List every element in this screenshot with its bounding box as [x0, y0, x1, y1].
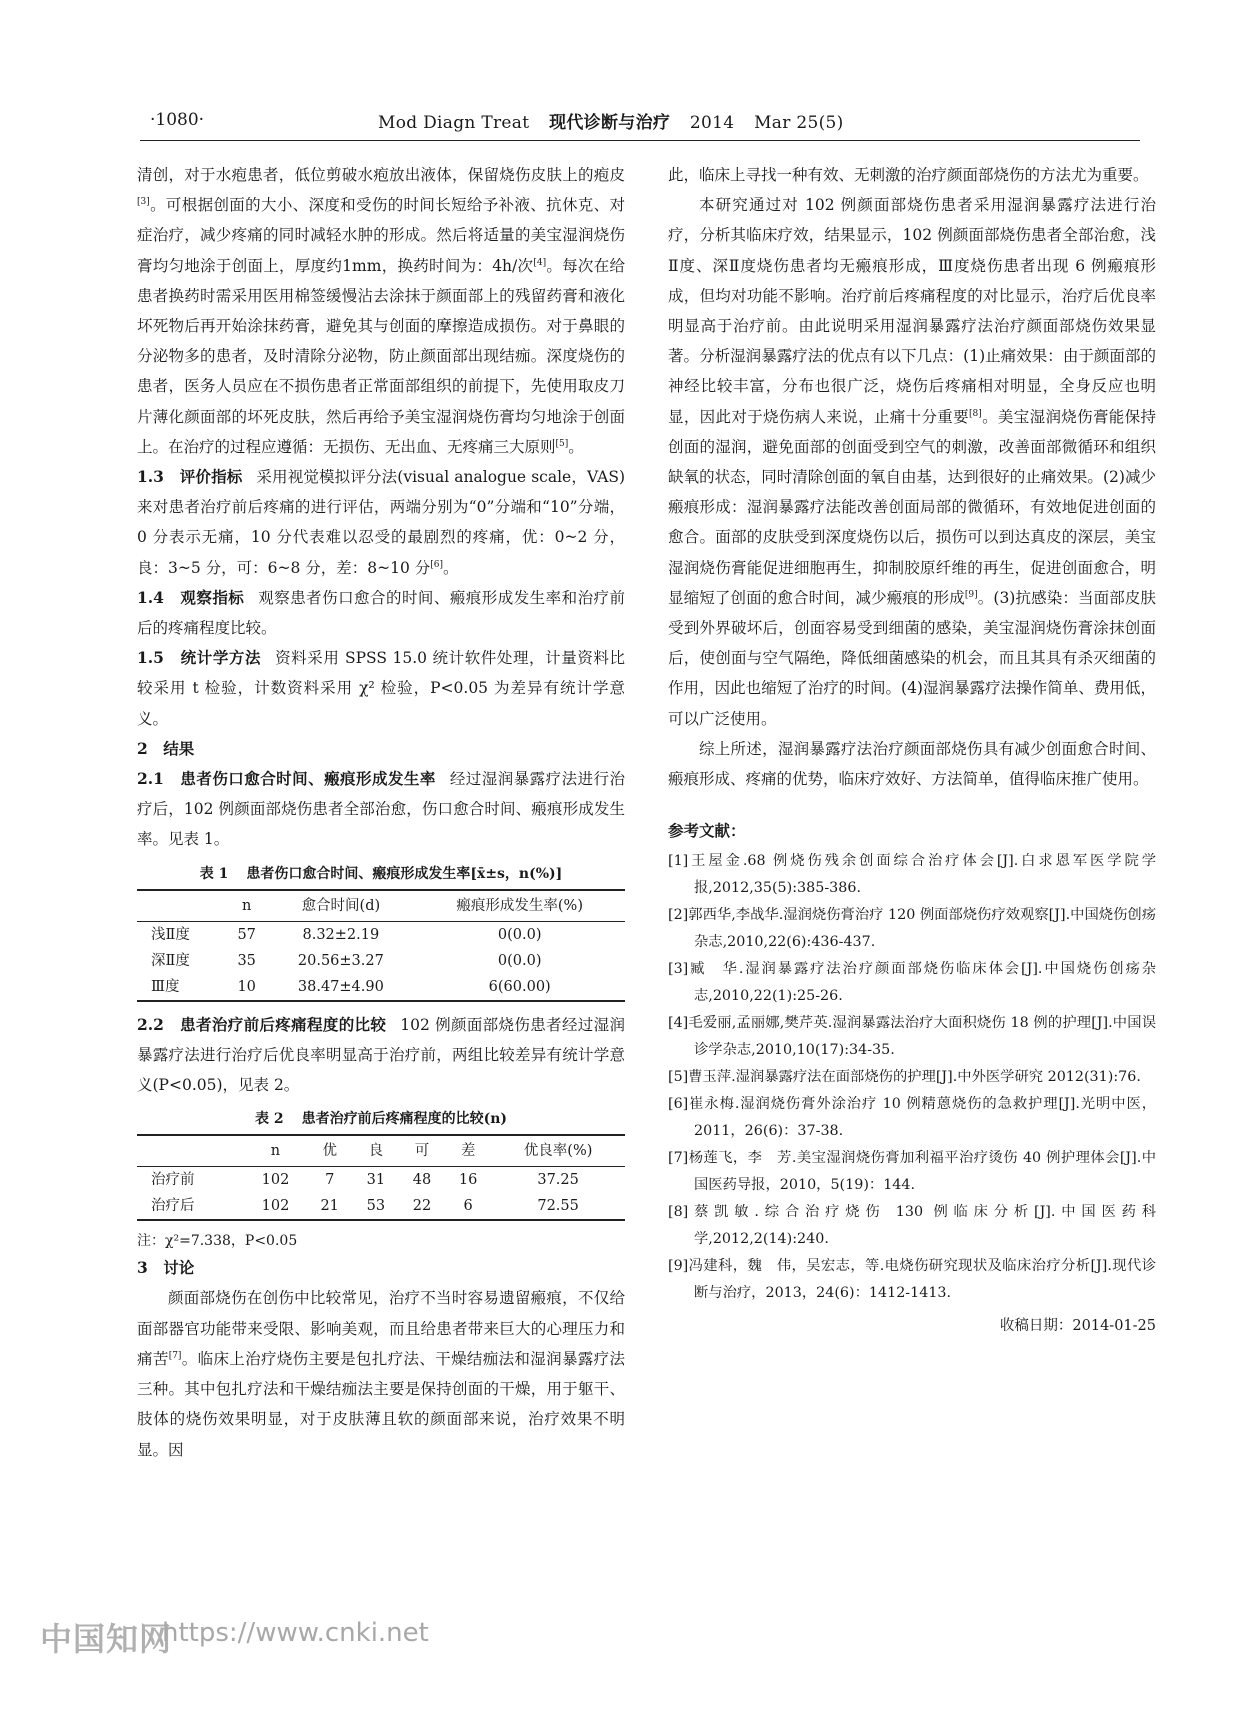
cnki-logo: 中国知网	[40, 1620, 173, 1658]
reference-item: [4]毛爱丽,孟丽娜,樊芹英.湿润暴露法治疗大面积烧伤 18 例的护理[J].中国误诊学杂志,2010,10(17):34-35.	[668, 1015, 1156, 1059]
reference-item: [8]蔡凯敏.综合治疗烧伤 130 例临床分析[J].中国医药科学,2012,2(14):240.	[668, 1204, 1156, 1248]
table-row: 治疗后 102 21 53 22 6 72.55	[137, 1193, 625, 1220]
table-row: 深Ⅱ度 35 20.56±3.27 0(0.0)	[151, 952, 542, 969]
table-row: Ⅲ度 10 38.47±4.90 6(60.00)	[137, 974, 625, 1001]
section-2-2: 2.2 患者治疗前后疼痛程度的比较 102 例颜面部烧伤患者经过湿润暴露疗法进行治疗后优良率明显高于治疗前，两组比较差异有统计学意义(P<0.05)，见表 2。	[137, 1014, 626, 1095]
reference-item: [5]曹玉萍.湿润暴露疗法在面部烧伤的护理[J].中外医学研究 2012(31):76.	[668, 1069, 1141, 1086]
references-list	[668, 848, 1156, 1307]
conclusion-paragraph: 综上所述，湿润暴露疗法治疗颜面部烧伤具有减少创面愈合时间、瘢痕形成、疼痛的优势，临床疗效好、方法简单，值得临床推广使用。	[668, 739, 1156, 789]
reference-item: [3]臧 华.湿润暴露疗法治疗颜面部烧伤临床体会[J].中国烧伤创疡杂志,2010,22(1):25-26.	[668, 961, 1156, 1005]
table-row: 浅Ⅱ度 57 8.32±2.19 0(0.0)	[151, 926, 542, 943]
references-title: 参考文献：	[668, 821, 746, 841]
running-header	[130, 102, 1140, 142]
reference-item: [7]杨莲飞，李 芳.美宝湿润烧伤膏加利福平治疗烫伤 40 例护理体会[J].中国医药导报，2010，5(19)：144.	[668, 1150, 1156, 1194]
watermark-footer	[0, 1604, 1258, 1664]
journal-name-en: Mod Diagn Treat	[378, 113, 530, 133]
right-column	[668, 160, 1156, 1342]
cnki-url: https://www.cnki.net	[162, 1618, 429, 1648]
table-2-caption: 表 2 患者治疗前后疼痛程度的比较(n)	[254, 1111, 508, 1128]
table-2-header-row: n 优 良 可 差 优良率(%)	[137, 1135, 625, 1167]
left-column	[137, 160, 625, 1465]
journal-issue: Mar 25(5)	[754, 113, 844, 133]
journal-year: 2014	[689, 113, 735, 133]
table-row: 治疗前 102 7 31 48 16 37.25	[151, 1172, 579, 1189]
section-1-5: 1.5 统计学方法 资料采用 SPSS 15.0 统计软件处理，计量资料比较采用 t 检验，计数资料采用 χ² 检验，P<0.05 为差异有统计学意义。	[137, 648, 625, 728]
page-number: ·1080·	[150, 110, 205, 130]
section-1-3: 1.3 评价指标 采用视觉模拟评分法(visual analogue scale，VAS)来对患者治疗前后疼痛的进行评估，两端分别为“0”分端和“10”分端，0 分表示无痛，10 分代表难以忍受的最剧烈的疼痛，优：0~2 分，良：3~5 分，可：6~8 分，差：8~10 分[6]。	[137, 467, 626, 577]
reference-item: [6]崔永梅.湿润烧伤膏外涂治疗 10 例精蒽烧伤的急救护理[J].光明中医，2011，26(6)：37-38.	[668, 1096, 1156, 1140]
reference-item: [9]冯建科，魏 伟，吴宏志，等.电烧伤研究现状及临床治疗分析[J].现代诊断与治疗，2013，24(6)：1412-1413.	[668, 1258, 1156, 1302]
table-1-caption: 表 1 患者伤口愈合时间、瘢痕形成发生率[x̄±s，n(%)]	[199, 865, 563, 882]
section-1-4: 1.4 观察指标 观察患者伤口愈合的时间、瘢痕形成发生率和治疗前后的疼痛程度比较。	[137, 587, 625, 638]
table-1-header-row: n 愈合时间(d) 瘢痕形成发生率(%)	[137, 890, 625, 922]
discussion-paragraph-2: 本研究通过对 102 例颜面部烧伤患者采用湿润暴露疗法进行治疗，分析其临床疗效，结果显示，102 例颜面部烧伤患者全部治愈，浅Ⅱ度、深Ⅱ度烧伤患者均无瘢痕形成，Ⅲ度烧伤患者出现 6 例瘢痕形成，但均对功能不影响。治疗前后疼痛程度的对比显示，治疗后优良率明显高于治疗前。由此说明采用湿润暴露疗法治疗颜面部烧伤效果显著。分析湿润暴露疗法的优点有以下几点：(1)止痛效果：由于颜面部的神经比较丰富，分布也很广泛，烧伤后疼痛相对明显，全身反应也明显，因此对于烧伤病人来说，止痛十分重要[8]。美宝湿润烧伤膏能保持创面的湿润，避免面部的创面受到空气的刺激，改善面部微循环和组织缺氧的状态，同时清除创面的氧自由基，达到很好的止痛效果。(2)减少瘢痕形成：湿润暴露疗法能改善创面局部的微循环，有效地促进创面的愈合。面部的皮肤受到深度烧伤以后，损伤可以到达真皮的深层，美宝湿润烧伤膏能促进细胞再生，抑制胶原纤维的再生，促进创面愈合，明显缩短了创面的愈合时间，减少瘢痕的形成[9]。(3)抗感染：当面部皮肤受到外界破坏后，创面容易受到细菌的感染，美宝湿润烧伤膏涂抹创面后，使创面与空气隔绝，降低细菌感染的机会，而且其具有杀灭细菌的作用，因此也缩短了治疗的时间。(4)湿润暴露疗法操作简单、费用低，可以广泛使用。	[668, 196, 1156, 728]
section-2-heading: 2 结果	[137, 738, 195, 758]
discussion-continued: 此，临床上寻找一种有效、无刺激的治疗颜面部烧伤的方法尤为重要。	[668, 166, 1149, 184]
section-2-1: 2.1 患者伤口愈合时间、瘢痕形成发生率 经过湿润暴露疗法进行治疗后，102 例颜面部烧伤患者全部治愈，伤口愈合时间、瘢痕形成发生率。见表 1。	[137, 769, 625, 849]
section-3-heading: 3 讨论	[137, 1258, 195, 1278]
method-paragraph: 清创，对于水疱患者，低位剪破水疱放出液体，保留烧伤皮肤上的疱皮[3]。可根据创面的大小、深度和受伤的时间长短给予补液、抗休克、对症治疗，减少疼痛的同时减轻水肿的形成。然后将适量的美宝湿润烧伤膏均匀地涂于创面上，厚度约1mm，换药时间为：4h/次[4]。每次在给患者换药时需采用医用棉签缓慢沾去涂抹于颜面部上的残留药膏和液化坏死物后再开始涂抹药膏，避免其与创面的摩擦造成损伤。对于鼻眼的分泌物多的患者，及时清除分泌物，防止颜面部出现结痂。深度烧伤的患者，医务人员应在不损伤患者正常面部组织的前提下，先使用取皮刀片薄化颜面部的坏死皮肤，然后再给予美宝湿润烧伤膏均匀地涂于创面上。在治疗的过程应遵循：无损伤、无出血、无疼痛三大原则[5]。	[137, 166, 625, 456]
reference-item: [2]郭西华,李战华.湿润烧伤膏治疗 120 例面部烧伤疗效观察[J].中国烧伤创疡杂志,2010,22(6):436-437.	[668, 907, 1156, 951]
table-2-note: 注：χ²=7.338，P<0.05	[137, 1233, 298, 1250]
reference-item: [1]王屋金.68 例烧伤残余创面综合治疗体会[J].白求恩军医学院学报,2012,35(5):385-386.	[668, 853, 1156, 897]
table-1	[137, 861, 625, 1002]
received-date: 收稿日期：2014-01-25	[999, 1318, 1156, 1335]
discussion-paragraph: 颜面部烧伤在创伤中比较常见，治疗不当时容易遗留瘢痕，不仅给面部器官功能带来受限、影响美观，而且给患者带来巨大的心理压力和痛苦[7]。临床上治疗烧伤主要是包扎疗法、干燥结痂法和湿润暴露疗法三种。其中包扎疗法和干燥结痂法主要是保持创面的干燥，用于躯干、肢体的烧伤效果明显，对于皮肤薄且软的颜面部来说，治疗效果不明显。因	[137, 1289, 625, 1459]
journal-name-cn: 现代诊断与治疗	[549, 113, 671, 133]
table-2	[137, 1106, 625, 1221]
journal-line	[378, 108, 858, 133]
header-rule	[140, 140, 1140, 141]
